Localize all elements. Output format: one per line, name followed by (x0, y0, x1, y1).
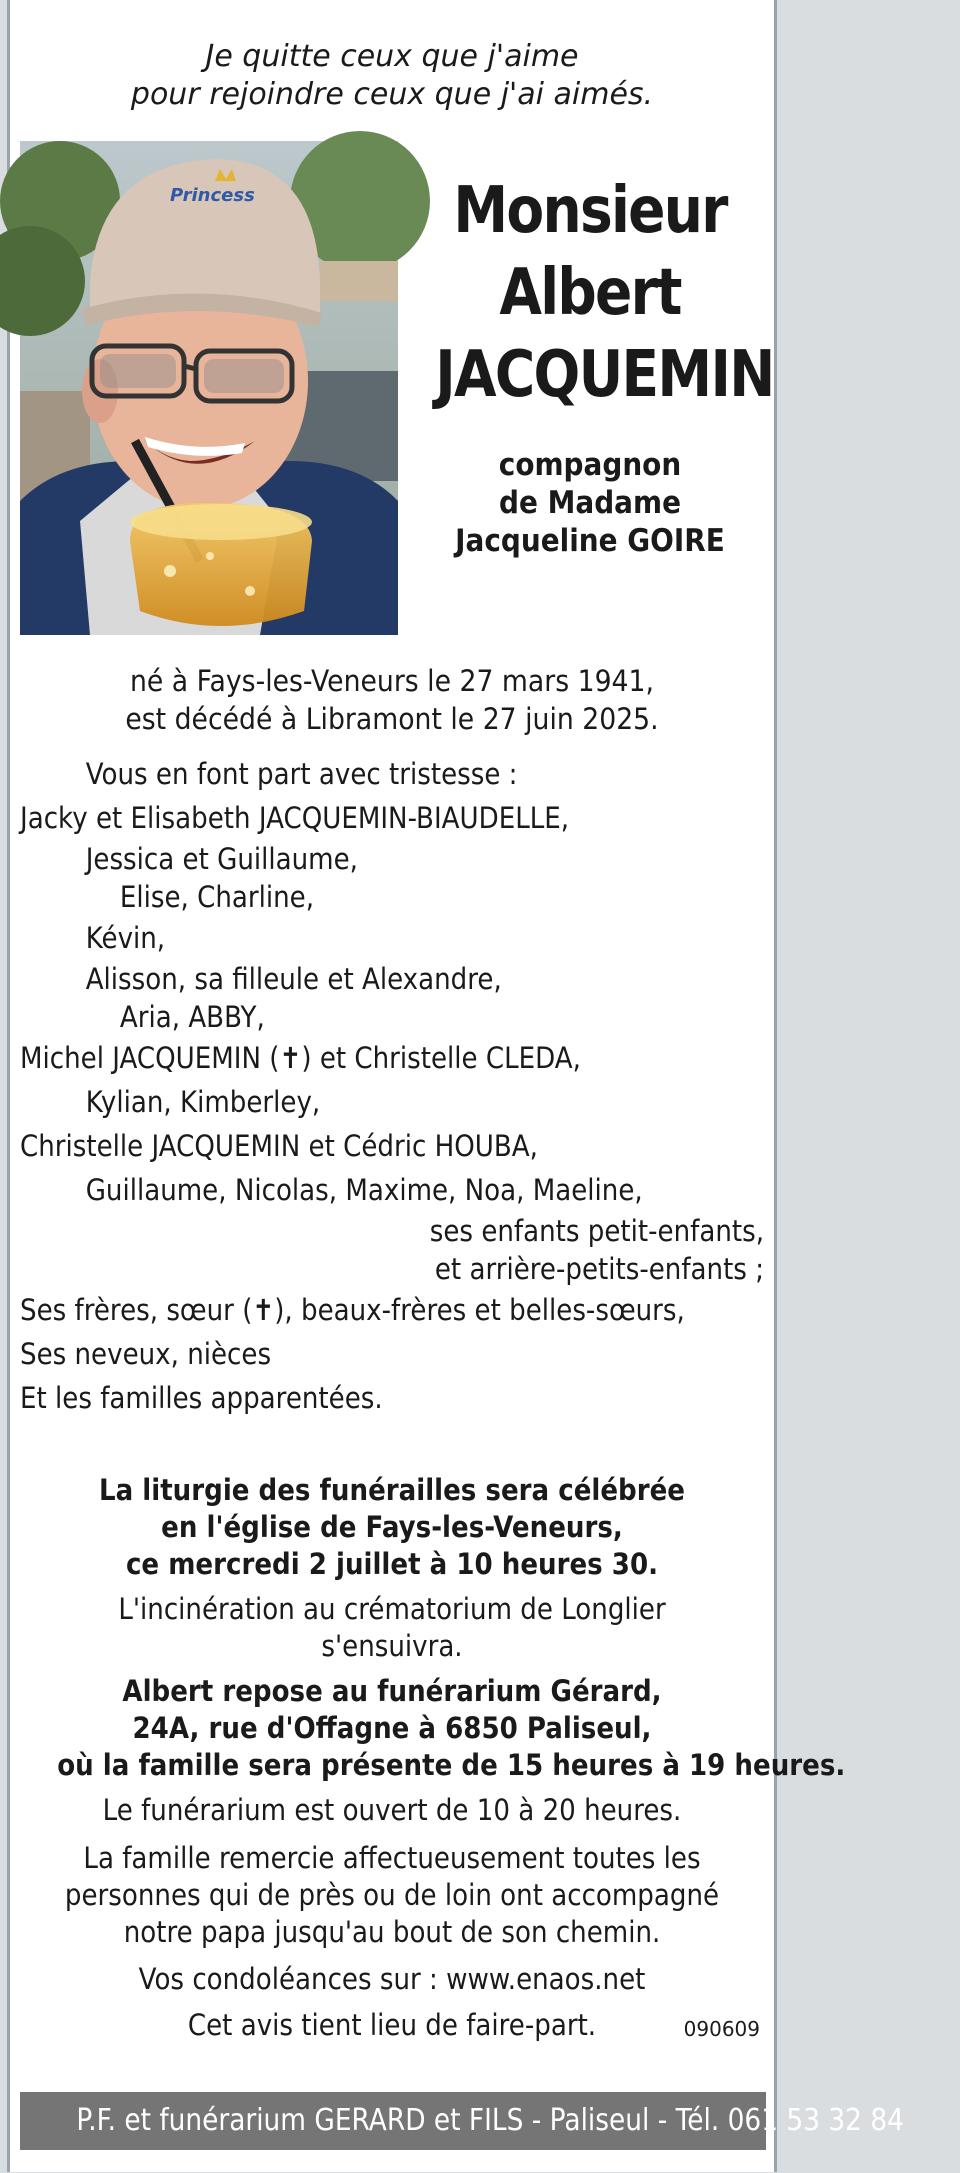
family-line: Elise, Charline, (119, 880, 315, 914)
notice-text: Cet avis tient lieu de faire-part. (187, 2008, 597, 2042)
family-list (20, 752, 764, 1420)
portrait-photo (20, 141, 398, 635)
condolences-text: Vos condoléances sur : www.enaos.net (138, 1962, 646, 1996)
family-line: Alisson, sa filleule et Alexandre, (85, 962, 502, 996)
repose-line-3: où la famille sera présente de 15 heures à 19 heures. (57, 1748, 846, 1782)
epitaph-quote (10, 38, 774, 114)
relationship-line-1: compagnon (498, 447, 682, 483)
family-line: Ses frères, sœur (✝), beaux-frères et belles-sœurs, (20, 1293, 685, 1327)
thanks-line-1: La famille remercie affectueusement toutes les (83, 1841, 701, 1875)
birth-death-info (41, 662, 744, 738)
family-line: Christelle JACQUEMIN et Cédric HOUBA, (20, 1129, 538, 1163)
obituary-notice (7, 0, 904, 2172)
hours-text: Le funérarium est ouvert de 10 à 20 heures. (102, 1793, 682, 1827)
repose-line-2: 24A, rue d'Offagne à 6850 Paliseul, (132, 1711, 652, 1745)
family-line: Guillaume, Nicolas, Maxime, Noa, Maeline, (85, 1173, 643, 1207)
quote-line-2: pour rejoindre ceux que j'ai aimés. (130, 77, 654, 112)
thanks-message (20, 1840, 764, 1951)
relationship-line-2: de Madame (499, 485, 681, 521)
first-name: Albert (499, 256, 681, 330)
footer-text: P.F. et funérarium GERARD et FILS - Paliseul - Tél. 061 53 32 84 (76, 2103, 904, 2138)
last-name: JACQUEMIN (435, 338, 774, 412)
family-line: Jacky et Elisabeth JACQUEMIN-BIAUDELLE, (20, 801, 570, 835)
quote-line-1: Je quitte ceux que j'aime (205, 39, 579, 74)
family-line: Michel JACQUEMIN (✝) et Christelle CLEDA, (20, 1041, 581, 1075)
honorific: Monsieur (453, 174, 727, 248)
reference-number: 090609 (683, 2017, 760, 2041)
family-line: Jessica et Guillaume, (85, 842, 358, 876)
family-intro: Vous en font part avec tristesse : (85, 757, 518, 791)
family-line: ses enfants petit-enfants, (429, 1214, 764, 1248)
repose-info (20, 1673, 846, 1784)
cap-logo-text: Princess (170, 185, 255, 206)
birth-line: né à Fays-les-Veneurs le 27 mars 1941, (130, 664, 654, 698)
ceremony-line-2: en l'église de Fays-les-Veneurs, (161, 1510, 623, 1544)
family-line: Kévin, (85, 921, 166, 955)
ceremony-line-3: ce mercredi 2 juillet à 10 heures 30. (125, 1547, 659, 1581)
condolences-info (20, 1961, 764, 1998)
family-line: Et les familles apparentées. (20, 1381, 383, 1415)
family-line: Aria, ABBY, (119, 1000, 265, 1034)
relationship-line-3: Jacqueline GOIRE (455, 523, 725, 559)
cremation-line-2: s'ensuivra. (321, 1629, 463, 1663)
family-line: Kylian, Kimberley, (85, 1085, 321, 1119)
repose-line-1: Albert repose au funérarium Gérard, (122, 1674, 662, 1708)
funeral-home-footer (20, 2092, 904, 2150)
cremation-info (20, 1591, 764, 1665)
ceremony-info (20, 1472, 764, 1583)
notice-info (20, 2007, 764, 2044)
ceremony-line-1: La liturgie des funérailles sera célébrée (98, 1473, 686, 1507)
relationship (428, 446, 752, 560)
opening-hours (20, 1792, 764, 1829)
family-line: Ses neveux, nièces (20, 1337, 272, 1371)
thanks-line-3: notre papa jusqu'au bout de son chemin. (123, 1915, 661, 1949)
deceased-name-block (410, 170, 774, 560)
death-line: est décédé à Libramont le 27 juin 2025. (125, 702, 659, 736)
cremation-line-1: L'incinération au crématorium de Longlier (118, 1592, 666, 1626)
thanks-line-2: personnes qui de près ou de loin ont accompagné (64, 1878, 720, 1912)
family-line: et arrière-petits-enfants ; (434, 1252, 764, 1286)
